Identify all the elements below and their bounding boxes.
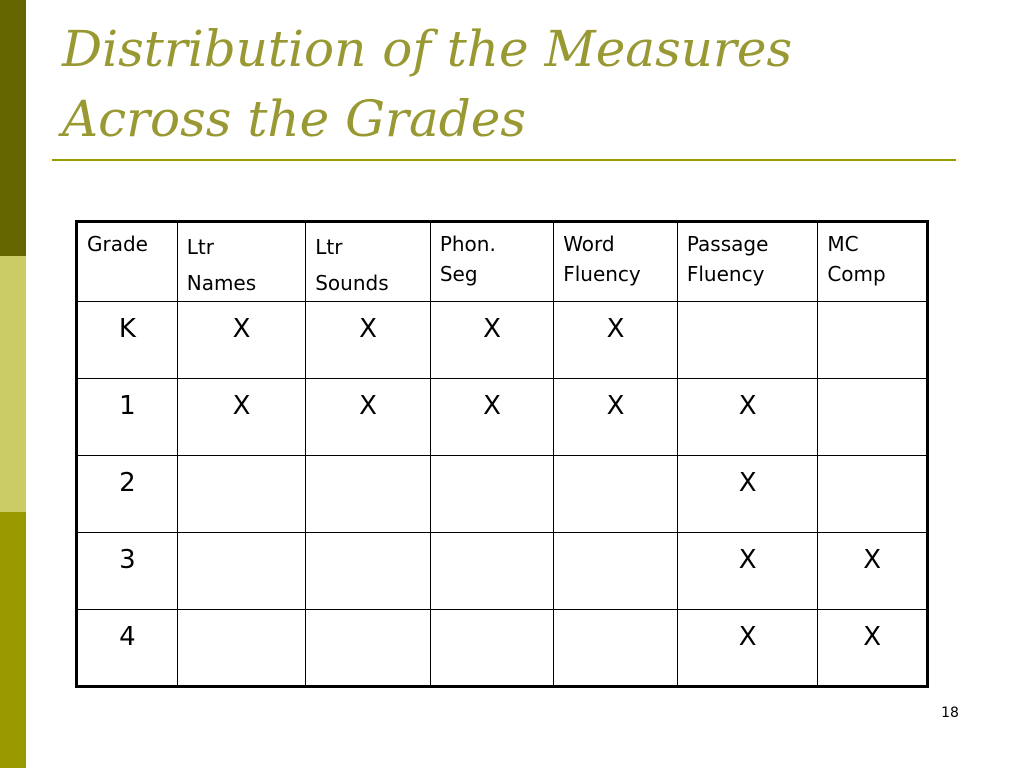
header-ltr-sounds-line-2: Sounds	[315, 271, 389, 295]
table-cell-passage-fluency: X	[677, 456, 817, 533]
table-cell-ltr-names: X	[177, 379, 305, 456]
header-phon-seg-line-1: Phon.	[439, 232, 496, 256]
slide-title	[62, 14, 962, 154]
header-passage-fluency-line-1: Passage	[686, 232, 769, 256]
table-cell-mc-comp	[818, 456, 928, 533]
left-accent-bar-dark	[0, 0, 26, 256]
table-row-grade-4	[77, 610, 928, 687]
table-row-grade-2	[77, 456, 928, 533]
header-word-fluency-line-1: Word	[563, 232, 615, 256]
header-ltr-names-line-1: Ltr	[186, 235, 214, 259]
table-cell-grade: 4	[77, 610, 178, 687]
table-cell-ltr-sounds	[306, 533, 431, 610]
header-ltr-names	[177, 222, 305, 302]
header-phon-seg-line-2: Seg	[439, 262, 478, 286]
table-cell-ltr-sounds: X	[306, 302, 431, 379]
table-cell-mc-comp: X	[818, 610, 928, 687]
header-word-fluency-line-2: Fluency	[563, 262, 641, 286]
header-mc-comp-line-2: Comp	[827, 262, 886, 286]
title-underline-rule	[52, 159, 956, 161]
table-cell-grade: 1	[77, 379, 178, 456]
header-mc-comp-line-1: MC	[827, 232, 859, 256]
table-cell-passage-fluency	[677, 302, 817, 379]
table-cell-grade: K	[77, 302, 178, 379]
table-cell-mc-comp	[818, 379, 928, 456]
header-ltr-sounds	[306, 222, 431, 302]
table-cell-passage-fluency: X	[677, 533, 817, 610]
header-grade-label: Grade	[87, 232, 148, 256]
table-row-grade-3	[77, 533, 928, 610]
slide-title-line-1: Distribution of the Measures	[62, 20, 793, 78]
header-ltr-sounds-line-1: Ltr	[315, 235, 343, 259]
header-phon-seg	[430, 222, 553, 302]
table-cell-ltr-names	[177, 456, 305, 533]
table-cell-grade: 3	[77, 533, 178, 610]
header-passage-fluency	[677, 222, 817, 302]
measures-table	[75, 220, 929, 688]
table-cell-mc-comp	[818, 302, 928, 379]
table-cell-ltr-sounds	[306, 456, 431, 533]
header-grade	[77, 222, 178, 302]
left-accent-bar-olive	[0, 512, 26, 768]
table-cell-phon-seg	[430, 456, 553, 533]
table-cell-word-fluency	[554, 456, 678, 533]
header-passage-fluency-line-2: Fluency	[686, 262, 765, 286]
header-ltr-names-line-2: Names	[186, 271, 257, 295]
header-row	[77, 222, 928, 302]
table-cell-phon-seg: X	[430, 302, 553, 379]
table-row-grade-1	[77, 379, 928, 456]
table-cell-ltr-sounds	[306, 610, 431, 687]
table-cell-phon-seg	[430, 610, 553, 687]
table-cell-word-fluency	[554, 533, 678, 610]
table-cell-word-fluency	[554, 610, 678, 687]
table-cell-word-fluency: X	[554, 379, 678, 456]
table-cell-ltr-names	[177, 533, 305, 610]
slide-title-line-2: Across the Grades	[62, 90, 527, 148]
header-word-fluency	[554, 222, 678, 302]
table-cell-passage-fluency: X	[677, 610, 817, 687]
table-cell-passage-fluency: X	[677, 379, 817, 456]
table-cell-ltr-names	[177, 610, 305, 687]
left-accent-bar-light	[0, 256, 26, 512]
table-cell-ltr-sounds: X	[306, 379, 431, 456]
table-cell-ltr-names: X	[177, 302, 305, 379]
table-cell-phon-seg: X	[430, 379, 553, 456]
table-cell-grade: 2	[77, 456, 178, 533]
table-cell-mc-comp: X	[818, 533, 928, 610]
table-row-grade-k	[77, 302, 928, 379]
table-cell-word-fluency: X	[554, 302, 678, 379]
page-number: 18	[941, 705, 959, 721]
header-mc-comp	[818, 222, 928, 302]
table-cell-phon-seg	[430, 533, 553, 610]
